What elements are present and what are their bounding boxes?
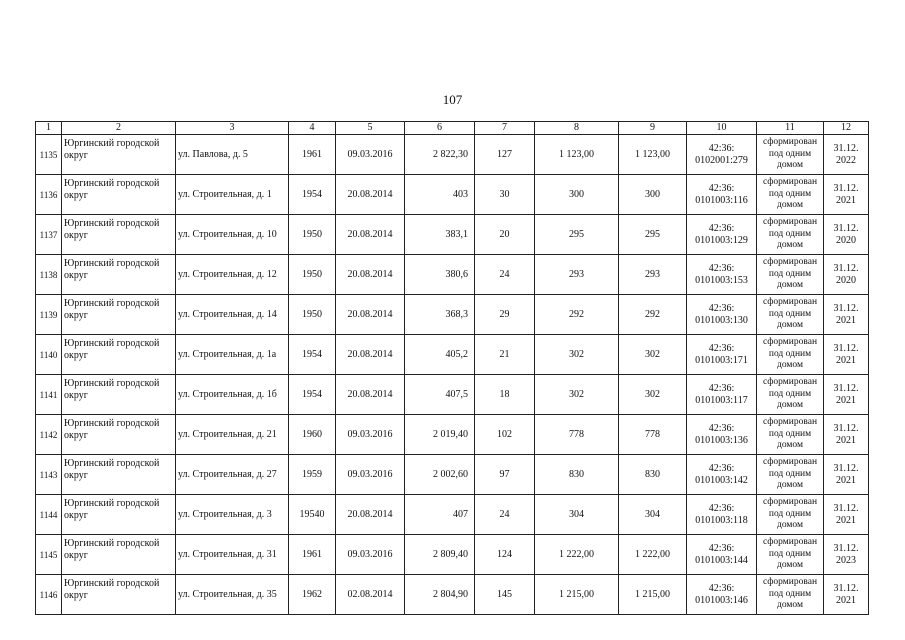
area-cell: 405,2: [405, 335, 475, 375]
municipality-cell: Юргинский городской округ: [62, 135, 176, 175]
date-cell: 20.08.2014: [336, 335, 405, 375]
deadline-cell: 31.12. 2021: [824, 495, 869, 535]
residents-cell: 24: [475, 255, 535, 295]
cadastral-number-cell: 42:36: 0101003:146: [687, 575, 757, 615]
value-cell-8: 292: [535, 295, 619, 335]
table-row: [36, 455, 869, 495]
area-cell: 2 019,40: [405, 415, 475, 455]
row-number-cell: 1137: [36, 215, 62, 255]
table-row: [36, 295, 869, 335]
deadline-cell: 31.12. 2021: [824, 335, 869, 375]
column-number-row: [36, 122, 869, 135]
value-cell-9: 302: [619, 375, 687, 415]
cadastral-number-cell: 42:36: 0101003:142: [687, 455, 757, 495]
address-cell: ул. Строительная, д. 10: [176, 215, 289, 255]
municipality-cell: Юргинский городской округ: [62, 255, 176, 295]
area-cell: 2 809,40: [405, 535, 475, 575]
area-cell: 407: [405, 495, 475, 535]
date-cell: 02.08.2014: [336, 575, 405, 615]
year-cell: 1960: [289, 415, 336, 455]
year-cell: 1961: [289, 535, 336, 575]
row-number-cell: 1141: [36, 375, 62, 415]
status-cell: сформирован под одним домом: [757, 575, 824, 615]
deadline-cell: 31.12. 2021: [824, 415, 869, 455]
column-header: 1: [36, 122, 62, 135]
value-cell-8: 1 215,00: [535, 575, 619, 615]
area-cell: 407,5: [405, 375, 475, 415]
date-cell: 09.03.2016: [336, 415, 405, 455]
value-cell-9: 295: [619, 215, 687, 255]
deadline-cell: 31.12. 2021: [824, 455, 869, 495]
municipality-cell: Юргинский городской округ: [62, 295, 176, 335]
value-cell-9: 830: [619, 455, 687, 495]
value-cell-9: 778: [619, 415, 687, 455]
deadline-cell: 31.12. 2021: [824, 375, 869, 415]
address-cell: ул. Строительная, д. 12: [176, 255, 289, 295]
deadline-cell: 31.12. 2020: [824, 215, 869, 255]
cadastral-number-cell: 42:36: 0102001:279: [687, 135, 757, 175]
table-row: [36, 175, 869, 215]
value-cell-9: 300: [619, 175, 687, 215]
deadline-cell: 31.12. 2023: [824, 535, 869, 575]
status-cell: сформирован под одним домом: [757, 455, 824, 495]
table-row: [36, 215, 869, 255]
row-number-cell: 1143: [36, 455, 62, 495]
deadline-cell: 31.12. 2021: [824, 175, 869, 215]
status-cell: сформирован под одним домом: [757, 535, 824, 575]
table-row: [36, 535, 869, 575]
cadastral-number-cell: 42:36: 0101003:144: [687, 535, 757, 575]
value-cell-9: 1 123,00: [619, 135, 687, 175]
row-number-cell: 1139: [36, 295, 62, 335]
residents-cell: 30: [475, 175, 535, 215]
address-cell: ул. Павлова, д. 5: [176, 135, 289, 175]
year-cell: 1959: [289, 455, 336, 495]
column-header: 10: [687, 122, 757, 135]
municipality-cell: Юргинский городской округ: [62, 375, 176, 415]
row-number-cell: 1140: [36, 335, 62, 375]
residents-cell: 124: [475, 535, 535, 575]
row-number-cell: 1138: [36, 255, 62, 295]
table-row: [36, 335, 869, 375]
date-cell: 20.08.2014: [336, 375, 405, 415]
row-number-cell: 1136: [36, 175, 62, 215]
value-cell-8: 778: [535, 415, 619, 455]
residents-cell: 102: [475, 415, 535, 455]
area-cell: 383,1: [405, 215, 475, 255]
value-cell-8: 300: [535, 175, 619, 215]
housing-registry-table: [35, 121, 869, 615]
table-row: [36, 575, 869, 615]
residents-cell: 127: [475, 135, 535, 175]
table-row: [36, 415, 869, 455]
table-row: [36, 255, 869, 295]
table-row: [36, 135, 869, 175]
municipality-cell: Юргинский городской округ: [62, 495, 176, 535]
status-cell: сформирован под одним домом: [757, 295, 824, 335]
deadline-cell: 31.12. 2020: [824, 255, 869, 295]
year-cell: 1954: [289, 375, 336, 415]
column-header: 12: [824, 122, 869, 135]
column-header: 4: [289, 122, 336, 135]
status-cell: сформирован под одним домом: [757, 335, 824, 375]
deadline-cell: 31.12. 2021: [824, 295, 869, 335]
date-cell: 09.03.2016: [336, 135, 405, 175]
column-header: 5: [336, 122, 405, 135]
status-cell: сформирован под одним домом: [757, 135, 824, 175]
date-cell: 09.03.2016: [336, 535, 405, 575]
date-cell: 20.08.2014: [336, 215, 405, 255]
row-number-cell: 1146: [36, 575, 62, 615]
year-cell: 1954: [289, 335, 336, 375]
cadastral-number-cell: 42:36: 0101003:171: [687, 335, 757, 375]
municipality-cell: Юргинский городской округ: [62, 215, 176, 255]
address-cell: ул. Строительная, д. 3: [176, 495, 289, 535]
cadastral-number-cell: 42:36: 0101003:129: [687, 215, 757, 255]
residents-cell: 24: [475, 495, 535, 535]
residents-cell: 97: [475, 455, 535, 495]
address-cell: ул. Строительная, д. 1: [176, 175, 289, 215]
deadline-cell: 31.12. 2022: [824, 135, 869, 175]
column-header: 8: [535, 122, 619, 135]
address-cell: ул. Строительная, д. 27: [176, 455, 289, 495]
value-cell-9: 292: [619, 295, 687, 335]
value-cell-8: 1 123,00: [535, 135, 619, 175]
cadastral-number-cell: 42:36: 0101003:153: [687, 255, 757, 295]
address-cell: ул. Строительная, д. 31: [176, 535, 289, 575]
area-cell: 403: [405, 175, 475, 215]
residents-cell: 20: [475, 215, 535, 255]
status-cell: сформирован под одним домом: [757, 175, 824, 215]
value-cell-9: 293: [619, 255, 687, 295]
year-cell: 1950: [289, 255, 336, 295]
status-cell: сформирован под одним домом: [757, 415, 824, 455]
row-number-cell: 1145: [36, 535, 62, 575]
address-cell: ул. Строительная, д. 35: [176, 575, 289, 615]
municipality-cell: Юргинский городской округ: [62, 575, 176, 615]
municipality-cell: Юргинский городской округ: [62, 455, 176, 495]
row-number-cell: 1135: [36, 135, 62, 175]
municipality-cell: Юргинский городской округ: [62, 175, 176, 215]
year-cell: 19540: [289, 495, 336, 535]
cadastral-number-cell: 42:36: 0101003:130: [687, 295, 757, 335]
area-cell: 2 822,30: [405, 135, 475, 175]
date-cell: 20.08.2014: [336, 295, 405, 335]
table-row: [36, 495, 869, 535]
area-cell: 368,3: [405, 295, 475, 335]
column-header: 2: [62, 122, 176, 135]
date-cell: 20.08.2014: [336, 495, 405, 535]
residents-cell: 29: [475, 295, 535, 335]
year-cell: 1950: [289, 215, 336, 255]
year-cell: 1962: [289, 575, 336, 615]
year-cell: 1950: [289, 295, 336, 335]
residents-cell: 145: [475, 575, 535, 615]
municipality-cell: Юргинский городской округ: [62, 535, 176, 575]
cadastral-number-cell: 42:36: 0101003:117: [687, 375, 757, 415]
column-header: 9: [619, 122, 687, 135]
date-cell: 09.03.2016: [336, 455, 405, 495]
table-row: [36, 375, 869, 415]
status-cell: сформирован под одним домом: [757, 255, 824, 295]
value-cell-9: 1 222,00: [619, 535, 687, 575]
date-cell: 20.08.2014: [336, 175, 405, 215]
value-cell-8: 830: [535, 455, 619, 495]
area-cell: 2 804,90: [405, 575, 475, 615]
year-cell: 1954: [289, 175, 336, 215]
cadastral-number-cell: 42:36: 0101003:118: [687, 495, 757, 535]
status-cell: сформирован под одним домом: [757, 495, 824, 535]
value-cell-9: 1 215,00: [619, 575, 687, 615]
address-cell: ул. Строительная, д. 14: [176, 295, 289, 335]
status-cell: сформирован под одним домом: [757, 375, 824, 415]
residents-cell: 21: [475, 335, 535, 375]
municipality-cell: Юргинский городской округ: [62, 415, 176, 455]
address-cell: ул. Строительная, д. 1б: [176, 375, 289, 415]
value-cell-8: 302: [535, 375, 619, 415]
residents-cell: 18: [475, 375, 535, 415]
date-cell: 20.08.2014: [336, 255, 405, 295]
page-number: 107: [442, 92, 463, 107]
value-cell-8: 302: [535, 335, 619, 375]
area-cell: 2 002,60: [405, 455, 475, 495]
cadastral-number-cell: 42:36: 0101003:136: [687, 415, 757, 455]
value-cell-8: 293: [535, 255, 619, 295]
value-cell-8: 1 222,00: [535, 535, 619, 575]
address-cell: ул. Строительная, д. 21: [176, 415, 289, 455]
row-number-cell: 1144: [36, 495, 62, 535]
address-cell: ул. Строительная, д. 1а: [176, 335, 289, 375]
column-header: 3: [176, 122, 289, 135]
year-cell: 1961: [289, 135, 336, 175]
municipality-cell: Юргинский городской округ: [62, 335, 176, 375]
value-cell-9: 304: [619, 495, 687, 535]
value-cell-9: 302: [619, 335, 687, 375]
area-cell: 380,6: [405, 255, 475, 295]
value-cell-8: 304: [535, 495, 619, 535]
column-header: 11: [757, 122, 824, 135]
row-number-cell: 1142: [36, 415, 62, 455]
status-cell: сформирован под одним домом: [757, 215, 824, 255]
column-header: 6: [405, 122, 475, 135]
cadastral-number-cell: 42:36: 0101003:116: [687, 175, 757, 215]
value-cell-8: 295: [535, 215, 619, 255]
deadline-cell: 31.12. 2021: [824, 575, 869, 615]
column-header: 7: [475, 122, 535, 135]
